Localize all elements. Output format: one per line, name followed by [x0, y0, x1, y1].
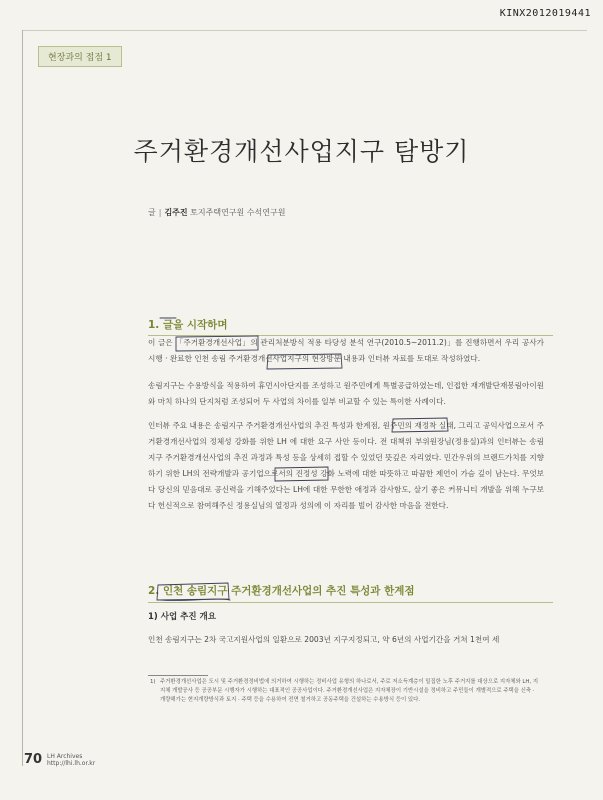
pen-underline-mark [160, 599, 230, 600]
publication-url: http://lhi.lh.or.kr [47, 760, 96, 767]
page-number: 70 [24, 752, 43, 767]
paragraph-1: 이 글은 「주거환경개선사업」의 관리처분방식 적용 타당성 분석 연구(2010.5~2011.2)」를 진행하면서 우리 공사가 시행 · 완료한 인천 송림 주거환경개선사업지구의 현장방문 내용과 인터뷰 자료를 토대로 작성하였다. [148, 338, 544, 363]
section-1-heading: 1. 글을 시작하며 [148, 319, 228, 331]
paragraph-3: 인터뷰 주요 내용은 송림지구 주거환경개선사업의 추진 특성과 한계점, 원주민의 재정착 실태, 그리고 공익사업으로서 주거환경개선사업의 정체성 강화를 위한 LH 에 대한 요구 사안 등이다. 전 대책위 부위원장님(정용실)과의 인터뷰는 송림지구 주거환경개선사업의 추진 과정과 특성 등을 상세히 접할 수 있었던 뜻깊은 자리였다. 민간우위의 브랜드가치를 지향하기 위한 LH의 전략개발과 공기업으로서의 진정성 강화 노력에 대한 따뜻하고 따끔한 제언이 가슴 깊이 남는다. 무엇보다 당신의 믿음대로 공신력을 기해주었다는 LH에 대한 무한한 애정과 감사함도, 살기 좋은 커뮤니티 개발을 위해 누구보다 헌신적으로 참여해주신 정용실님의 열정과 성의에 이 자리를 빌어 감사한 마음을 전한다. [148, 421, 544, 510]
page-title: 주거환경개선사업지구 탐방기 [133, 137, 470, 166]
footnote-number: 1) [150, 679, 156, 685]
byline [148, 207, 285, 218]
byline-separator: | [158, 208, 162, 217]
section-2-rule [148, 602, 553, 603]
author-name: 김주진 [164, 208, 188, 217]
document-id: KINX2012019441 [499, 8, 591, 19]
section-tag: 현장과의 접점 1 [38, 46, 122, 67]
footnote [150, 678, 540, 704]
top-rule [22, 30, 587, 31]
footnote-text: 주거환경개선사업은 도시 및 주거환경정비법에 의거하여 시행하는 정비사업 유형의 하나로서, 주로 저소득계층이 밀집한 노후 주거지를 대상으로 지자체와 LH, 지지체 개발공사 등 공공부문 시행자가 시행하는 대표적인 공공사업이다. 주거환경개선사업은 지자체장이 기반시설을 정비하고 주민들이 개별적으로 주택을 신축 · 개량해가는 현지개량방식과 토지 · 주택 등을 수용하여 전면 철거하고 공동주택을 건설하는 수용방식 등이 있다. [160, 679, 539, 703]
paragraph-4: 인천 송림지구는 2차 국고지원사업의 일환으로 2003년 지구지정되고, 약 6년의 사업기간을 거쳐 1천여 세 [148, 635, 500, 644]
publication-info [47, 753, 95, 767]
author-affiliation: 토지주택연구원 수석연구원 [190, 208, 286, 217]
section-2-heading: 2. 인천 송림지구 주거환경개선사업의 추진 특성과 한계점 [148, 585, 415, 597]
publication-name: LH Archives [47, 753, 83, 760]
byline-prefix: 글 [148, 208, 156, 217]
subsection-heading: 1) 사업 추진 개요 [148, 612, 216, 622]
footnote-rule [148, 675, 208, 676]
paragraph-2: 송림지구는 수용방식을 적용하여 휴먼시아단지를 조성하고 원주민에게 특별공급하였는데, 인접한 재개발단재봉림아이원와 마치 하나의 단지처럼 조성되어 두 사업의 차이를 일부 비교할 수 있는 특이한 사례이다. [148, 381, 544, 406]
